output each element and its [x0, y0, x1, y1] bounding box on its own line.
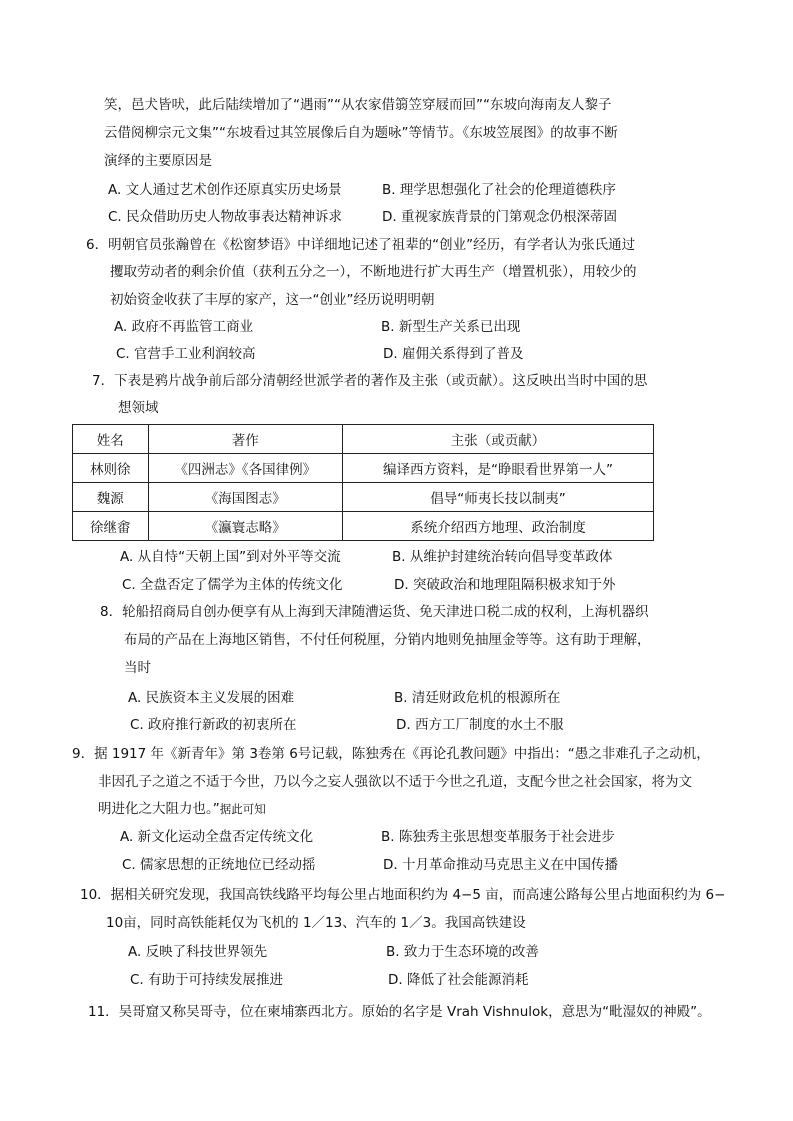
q9-line-1: 9．据 1917 年《新青年》第 3卷第 6号记载，陈独秀在《再论孔教问题》中指出：“愚之非难孔子之动机， — [72, 746, 710, 762]
q9-source-note: 据此可知 — [219, 802, 266, 816]
q10-option-a: A. 反映了科技世界领先 — [128, 944, 268, 960]
q7-option-c: C. 全盘否定了儒学为主体的传统文化 — [122, 577, 343, 593]
table-header-cell: 姓名 — [73, 425, 149, 454]
q9-option-a: A. 新文化运动全盘否定传统文化 — [120, 829, 314, 845]
q6-line-2: 攫取劳动者的剩余价值（获利五分之一），不断地进行扩大再生产（增置机张），用较少的 — [110, 264, 637, 280]
q8-line-1: 8．轮船招商局自创办便享有从上海到天津随漕运货、免天津进口税二成的权利，上海机器织 — [100, 604, 649, 620]
table-cell: 《瀛寰志略》 — [148, 512, 343, 541]
q9-line-3-text: 明进化之大阻力也。” — [98, 801, 220, 817]
q9-line-3 — [98, 800, 266, 818]
table-cell: 《四洲志》《各国律例》 — [148, 454, 343, 483]
q7-option-d: D. 突破政治和地理阻隔积极求知于外 — [394, 577, 616, 593]
q7-option-b: B. 从维护封建统治转向倡导变革政体 — [392, 549, 613, 565]
q6-option-c: C. 官营手工业利润较高 — [116, 346, 256, 362]
q5-line-1: 笑，邑犬皆吠，此后陆续增加了“遇雨”“从农家借篛笠穿屐而回”“东坡向海南友人黎子 — [104, 97, 612, 113]
q8-option-b: B. 清廷财政危机的根源所在 — [394, 690, 561, 706]
table-cell: 编译西方资料，是“睁眼看世界第一人” — [343, 454, 654, 483]
table-header-row — [73, 425, 654, 454]
q9-option-c: C. 儒家思想的正统地位已经动摇 — [122, 857, 316, 873]
q6-option-b: B. 新型生产关系已出现 — [381, 319, 521, 335]
table-cell: 倡导“师夷长技以制夷” — [343, 483, 654, 512]
q7-line-1: 7．下表是鸦片战争前后部分清朝经世派学者的著作及主张（或贡献）。这反映出当时中国的思 — [92, 373, 648, 389]
table-header-cell: 主张（或贡献） — [343, 425, 654, 454]
table-cell: 徐继畬 — [73, 512, 149, 541]
q6-option-a: A. 政府不再监管工商业 — [114, 319, 254, 335]
q8-option-d: D. 西方工厂制度的水土不服 — [396, 717, 564, 733]
q10-option-c: C. 有助于可持续发展推进 — [130, 972, 284, 988]
table-row — [73, 454, 654, 483]
q11-line-1: 11．吴哥窟又称吴哥寺，位在柬埔寨西北方。原始的名字是 Vrah Vishnulok，意思为“毗湿奴的神殿”。 — [88, 1004, 711, 1020]
q5-option-c: C. 民众借助历史人物故事表达精神诉求 — [108, 209, 343, 225]
table-row — [73, 483, 654, 512]
q9-line-2: 非因孔子之道之不适于今世，乃以今之妄人强欲以不适于今世之孔道，支配今世之社会国家，将为文 — [98, 774, 692, 790]
table-cell: 《海国图志》 — [148, 483, 343, 512]
q9-option-d: D. 十月革命推动马克思主义在中国传播 — [383, 857, 618, 873]
q6-line-3: 初始资金收获了丰厚的家产，这一“创业”经历说明明朝 — [110, 292, 435, 308]
q8-line-3: 当时 — [124, 660, 151, 676]
q5-option-a: A. 文人通过艺术创作还原真实历史场景 — [108, 182, 342, 198]
table-cell: 魏源 — [73, 483, 149, 512]
q7-line-2: 想领域 — [118, 400, 159, 416]
q7-option-a: A. 从自恃“天朝上国”到对外平等交流 — [120, 549, 341, 565]
q8-option-a: A. 民族资本主义发展的困难 — [128, 690, 295, 706]
q9-option-b: B. 陈独秀主张思想变革服务于社会进步 — [381, 829, 615, 845]
table-cell: 林则徐 — [73, 454, 149, 483]
q8-line-2: 布局的产品在上海地区销售，不付任何税厘，分销内地则免抽厘金等等。这有助于理解， — [124, 632, 651, 648]
q5-line-3: 演绎的主要原因是 — [104, 153, 212, 169]
q10-line-1: 10．据相关研究发现，我国高铁线路平均每公里占地面积约为 4−5 亩，而高速公路每公里占地面积约为 6− — [80, 887, 726, 903]
table-row — [73, 512, 654, 541]
table-header-cell: 著作 — [148, 425, 343, 454]
q5-option-b: B. 理学思想强化了社会的伦理道德秩序 — [382, 182, 616, 198]
q10-option-d: D. 降低了社会能源消耗 — [388, 972, 529, 988]
q10-line-2: 10亩，同时高铁能耗仅为飞机的 1／13、汽车的 1／3。我国高铁建设 — [106, 915, 526, 931]
q5-line-2: 云借阅柳宗元文集”“东坡看过其笠展像后自为题咏”等情节。《东坡笠展图》的故事不断 — [104, 125, 618, 141]
q5-option-d: D. 重视家族背景的门第观念仍根深蒂固 — [382, 209, 617, 225]
table-cell: 系统介绍西方地理、政治制度 — [343, 512, 654, 541]
q6-option-d: D. 雇佣关系得到了普及 — [383, 346, 524, 362]
q7-table — [72, 424, 654, 541]
q10-option-b: B. 致力于生态环境的改善 — [386, 944, 539, 960]
q6-line-1: 6．明朝官员张瀚曾在《松窗梦语》中详细地记述了祖辈的“创业”经历，有学者认为张氏通过 — [86, 237, 636, 253]
q8-option-c: C. 政府推行新政的初衷所在 — [130, 717, 297, 733]
